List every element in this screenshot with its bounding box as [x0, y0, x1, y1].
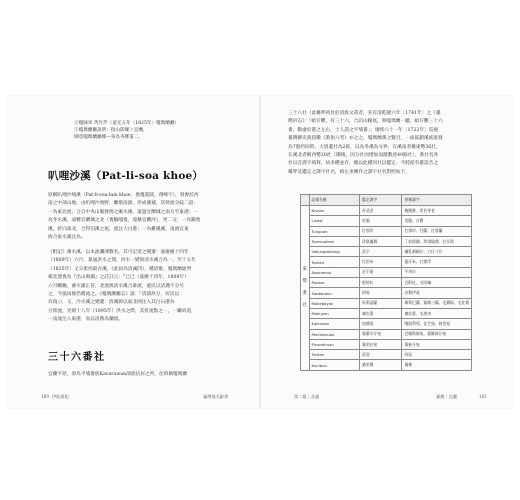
table-group-label — [301, 206, 310, 371]
table-cell: 嘎如利苑、佳笠宛、阿里宛 — [402, 319, 472, 329]
table-row — [301, 350, 472, 360]
group-label-char: 東 — [302, 266, 307, 272]
table-cell: Pavaar — [309, 278, 360, 288]
table-row — [301, 267, 472, 277]
table-cell: 廣佐葉、毛唐冉 — [402, 308, 472, 318]
table-cell: Pinanohuan — [309, 339, 360, 349]
table-cell: 加禮遠 — [360, 319, 402, 329]
table-cell: 巴哪斯新宛、婆羅新仔宛 — [402, 329, 472, 339]
table-cell: Tamari — [309, 257, 360, 267]
table-row — [301, 278, 472, 288]
author-name: 伊能嘉矩 — [52, 394, 69, 399]
text-line: 為冬水溪，遠轉宜蘭城之北（喪驗嘎喪，漫稱宜蘭河），更二分，一為關喪 — [48, 218, 201, 224]
table-header-row — [301, 195, 472, 206]
text-line: 溪，折向東北，合得沼溪之尾，流注大白港；一為雞溪溪，南流宜東 — [48, 226, 189, 232]
table-cell: 珍琪珊瑯 — [360, 236, 402, 246]
figure-caption — [74, 120, 179, 142]
caption-line: 瑚亞嘎瑪蘭廳哪—身為夾鄉道二。 — [74, 135, 143, 141]
table-cell: Makuyan — [309, 308, 360, 318]
table-row — [301, 298, 472, 308]
table-cell: 巴附吐、毛哈嘛 — [402, 278, 472, 288]
caption-line: ②嘎瑪蘭廳說明：指山防嘍＞宜蘭， — [74, 128, 148, 134]
table-row — [301, 319, 472, 329]
text-line: 楊廷理喪為『出山飛爾』之詩註云：『己已（嘉慶十四年，1809年） — [48, 275, 189, 281]
section-title-36-villages: 三十六番社 — [48, 352, 106, 363]
table-row — [301, 236, 472, 246]
text-line: （1809年）六月，暴風洪水之間，河水一變與清水溪合為一，至十五年 — [48, 258, 196, 264]
table-cell: Tardan — [309, 350, 360, 360]
paragraph-river-description — [48, 192, 238, 242]
table-cell: 走罕菱 — [360, 267, 402, 277]
table-cell: 瑪利巴蘭、猫刺刁蘭、毛鑄耶、毛佐貨 — [402, 298, 472, 308]
table-cell: 四留 — [402, 350, 472, 360]
section-title-palisoa-river: 叭哩沙溪（Pat-li-soa khoe） — [48, 170, 204, 182]
group-label-char: 勢 — [302, 278, 307, 284]
right-page — [260, 96, 512, 408]
table-row — [301, 206, 472, 216]
table-cell: 打釣米 — [360, 257, 402, 267]
table-cell: 婆羅辛仔宛 — [360, 329, 402, 339]
text-line: 《附記》蕃水溪，以本流瀾溥數名。其可記述之變遷：嘉慶慶十四年 — [48, 250, 189, 255]
text-line: 在溪北者稱西勢20社（闌後，因分社而增加而激數達40餘社），番社名各 — [288, 153, 439, 159]
text-line: 稱呼及鑑定之譯字社名，相左來傳作之譯字社名對照如下， — [288, 169, 410, 175]
table-cell: Kalimoan — [309, 319, 360, 329]
table-row — [301, 288, 472, 298]
table-cell: 里腦 — [360, 216, 402, 226]
text-line: 臺灣御史黃叔璥《番俗六考》亦之之，嘎瑪蘭番之數目，一面區劃溪族既發 — [288, 136, 443, 142]
table-cell: Saoboralin — [309, 288, 360, 298]
group-label-char: 番 — [302, 290, 307, 296]
table-cell: 吧哈叭 — [360, 278, 402, 288]
table-cell: Kivanu — [309, 206, 360, 216]
paragraph-appendix-note — [48, 249, 238, 325]
running-title-left: 臺灣地名辭書 — [203, 394, 229, 399]
caption-line: ①嘎咪米 芮竹芹（道光五年〈1825年〉嘎瑪蘭廳） — [74, 121, 180, 126]
table-row — [301, 247, 472, 257]
table-cell: 貓里霧 — [360, 360, 402, 370]
page-number-left: 160 — [41, 394, 49, 399]
table-cell: 丁宿琪珊、珍琪瑜禮、打仔琪 — [402, 236, 472, 246]
table-cell: 幾搬勝、希伯芽老 — [402, 206, 472, 216]
table-cell: 打那岸 — [360, 226, 402, 236]
table-row — [301, 257, 472, 267]
table-cell: 掃笏 — [360, 288, 402, 298]
table-row — [301, 329, 472, 339]
table-cell: 里腦、吉寶 — [402, 216, 472, 226]
text-line: （1825年）又分派西最吾溪，《此叙為清溪四），種清惟，嘎瑪蘭通判 — [48, 266, 192, 272]
table-cell: Linaw — [309, 216, 360, 226]
table-cell: Penlenisuan — [309, 329, 360, 339]
table-cell: Awanamui — [309, 267, 360, 277]
text-line: 南之中部山地，由叭哩沙喪野，蘭堪南源，形成溪補，其幹流分歧二道： — [48, 201, 199, 207]
text-line: 為瑞』），又，冷水溪之變遷：清溪源以東北則注入其白石港為 — [48, 300, 175, 306]
village-names-table — [300, 194, 472, 371]
table-cell: Vakungtoikang — [309, 247, 360, 257]
table-cell: Kunibuu — [309, 360, 360, 370]
table-cell: 彌乳刺網仔、刀仔刁仔 — [402, 247, 472, 257]
table-header-cell: 語彙名稱 — [309, 195, 360, 206]
paragraph-villages-intro — [48, 371, 238, 379]
table-row — [301, 216, 472, 226]
table-cell: Tomonoikan — [309, 236, 360, 246]
paragraph-36-villages-history — [288, 110, 480, 177]
table-cell: 猫霧 — [402, 360, 472, 370]
table-cell: 蓮仔米、打那岸 — [402, 257, 472, 267]
text-line: 六月颶颱，蕃水漲正冒，北流與清水溪合暴流，旋民以清邁不分另 — [48, 283, 184, 289]
table-cell: 午列巾 — [402, 267, 472, 277]
table-row — [301, 339, 472, 349]
table-cell: Tunguan — [309, 226, 360, 236]
book-spread — [8, 96, 512, 408]
table-cell: 武罕 — [360, 247, 402, 257]
table-cell: 婆里拉宛 — [360, 339, 402, 349]
table-row — [301, 226, 472, 236]
table-cell: 廣佐葉 — [360, 308, 402, 318]
text-line: 之，今風雨後仍舊流之。《嘎瑪蘭廳志》說：『清濤故分，居民以 — [48, 292, 180, 298]
table-cell: 留留 — [360, 350, 402, 360]
text-line: 海合東水溪注為。 — [48, 235, 86, 241]
text-line: 一為東北流，合自中央山脈發源之濁水溪，遠過宜蘭城之南方至東港；一 — [48, 209, 199, 215]
left-page — [8, 96, 260, 408]
text-line: 宜蘭平原，原為平埔番族Kavarawan部族佔居之所，往時稱嘎瑪蘭 — [48, 372, 188, 377]
text-line: 一南流注入東港，而以清舊為瀾流。 — [48, 317, 124, 323]
table-cell: 奇武老 — [360, 206, 402, 216]
text-line: 三十六社（此稱呼初見於清族文書者，先有清乾隆六年〔1741年〕之《臺 — [288, 111, 441, 116]
table-cell: 婆新分宛 — [402, 339, 472, 349]
table-cell: 沙教伊遠 — [402, 288, 472, 298]
text-line: 原稱叭哩沙喃溪（Pat-li-soa-lam khoe，喪嘎墓陝，削峰字），發源於西 — [48, 193, 199, 198]
text-line: 分派流，光緒十八年（1895年）洪水之際，其折流點之一，一繼故道， — [48, 308, 196, 314]
table-header-cell: 鑑定譯字 — [360, 195, 402, 206]
table-row — [301, 360, 472, 370]
running-title-right: 臺灣｜宜蘭 — [436, 394, 457, 399]
section-label: 第二篇｜各論 — [294, 394, 320, 399]
table-cell: Maliebayan — [309, 298, 360, 308]
text-line: 社以音譯字填寫，故多種並存，總以此種同社以鑑定，今將從有臺語音之 — [288, 161, 439, 167]
table-cell: 打那岸、打蘭、打那蘭 — [402, 226, 472, 236]
table-header-cell: 異稱譯字 — [402, 195, 472, 206]
text-line: 番，數處於港之左右，土人謂之平埔番」；康熙六十一年〔1722年〕巡視 — [288, 127, 439, 133]
table-header-cell — [301, 195, 310, 206]
table-body — [301, 206, 472, 371]
text-line: 為7億約同時，大別蓋社為2區，以為冬溪為分界，在溪南者稱東勢36社， — [288, 144, 441, 150]
page-number-right: 161 — [479, 394, 487, 399]
text-line: 灣府志》：「蛤仔難，有三十六，合訪山賴底，與嘎瑪蘭一聽，蛤仔難三十六 — [288, 119, 443, 125]
group-label-char: 社 — [302, 302, 307, 308]
table-cell: 馬麥瑟蘭 — [360, 298, 402, 308]
table-row — [301, 308, 472, 318]
